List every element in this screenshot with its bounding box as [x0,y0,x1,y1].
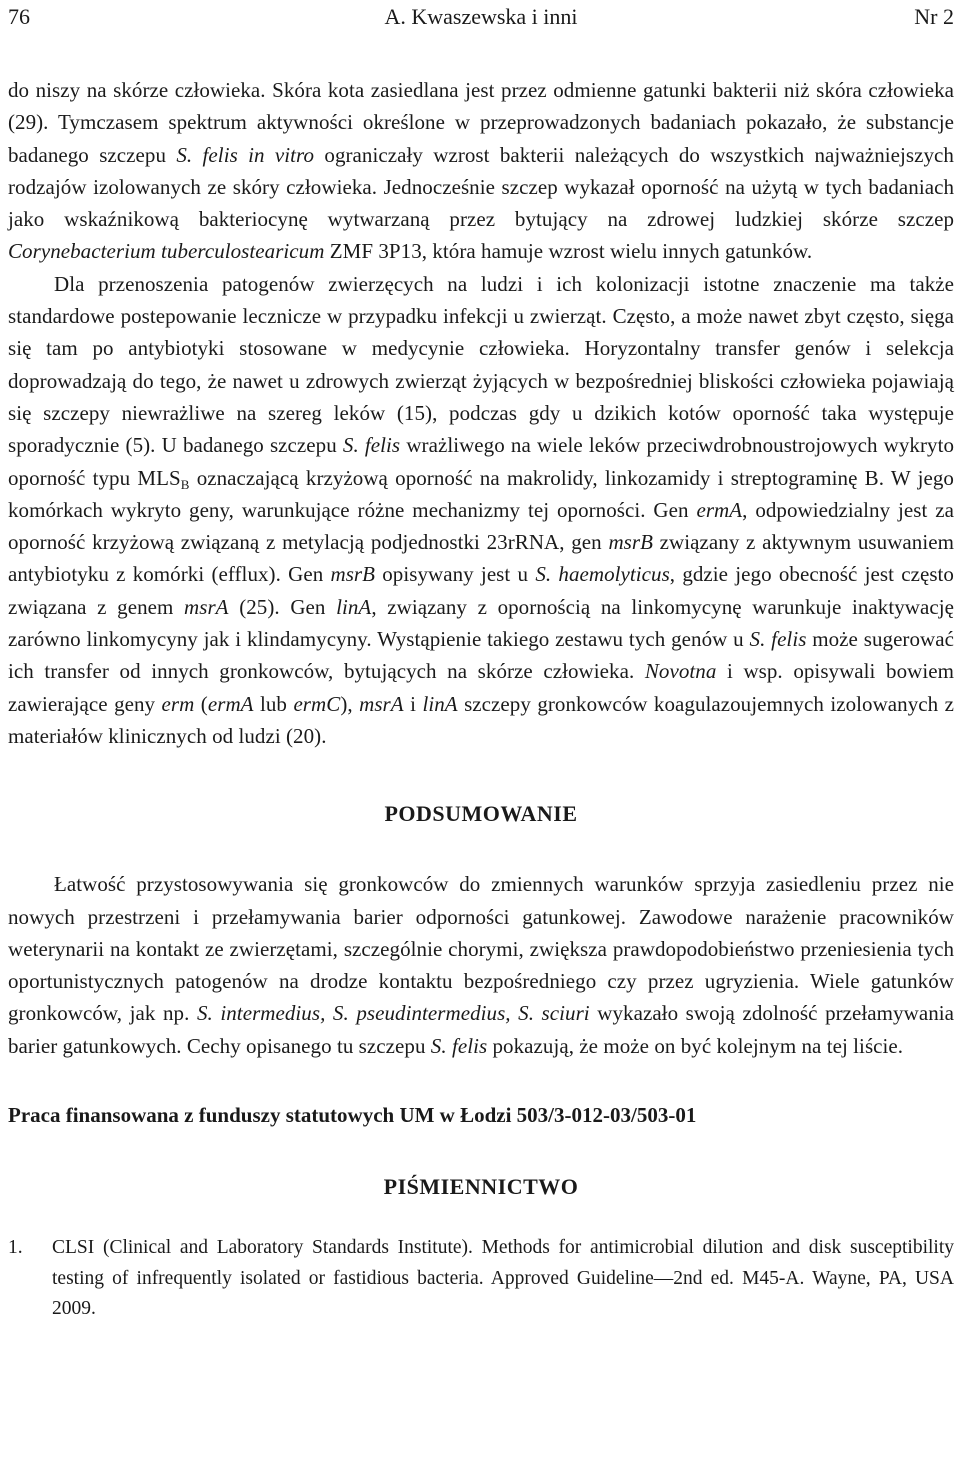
species-name: S. felis [749,627,807,652]
text-run: (25). Gen [228,594,337,619]
species-name: Corynebacterium tuberculostearicum [8,239,325,264]
species-name: S. felis in vitro [176,142,315,167]
paragraph-resistance [8,268,954,752]
text-run: ), [340,691,360,716]
reference-text: CLSI (Clinical and Laboratory Standards Institute). Methods for antimicrobial dilution and disk susceptibility testing of infrequently isolated or fastidious bacteria. Approved Guideline—2nd ed. M45-A. Wayne, PA, USA 2009. [52,1237,954,1320]
text-run: wrażliwego na wiele leków przeciwdrobnoustrojowych wykryto oporność typu MLS [8,433,955,490]
author-name: Novotna [644,659,717,684]
paragraph-summary [8,868,954,1062]
text-run: wykazało swoją zdolność przełamywania barier gatunkowych. Cechy opisanego tu szczepu [8,1001,954,1058]
text-run: szczepy gronkowców koagulazoujemnych izolowanych z materiałów klinicznych od ludzi (20). [8,691,954,748]
text-run: do niszy na skórze człowieka. Skóra kota zasiedlana jest przez odmienne gatunki bakterii niż skóra człowieka (29). Tymczasem spektrum aktywności określone w przeprowadzonych badaniach pokazało, że substancje badanego szczepu [8,78,954,167]
text-run: , gdzie jego obecność jest często związana z genem [8,562,954,619]
species-name: S. haemolyticus [535,562,670,587]
gene-name: linA [336,594,372,619]
text-run: oznaczającą krzyżową oporność na makrolidy, linkozamidy i streptograminę B. W jego komórkach wykryto geny, warunkujące różne mechanizmy tej oporności. Gen [8,465,954,522]
gene-name: ermA [207,691,254,716]
running-head [8,2,954,36]
text-run: Łatwość przystosowywania się gronkowców do zmiennych warunków sprzyja zasiedleniu przez nie nowych przestrzeni i przełamywania barier odporności gatunkowej. Zawodowe narażenie pracowników weterynarii na kontakt ze zwierzętami, szczególnie chorymi, zwiększa prawdopodobieństwo przeniesienia tych oportunistycznych patogenów na drodze kontaktu bezpośredniego czy przez ugryzienia. Wiele gatunków gronkowców, jak np. [8,872,954,1026]
gene-name: msrB [608,530,653,555]
species-name: S. felis [430,1033,488,1058]
text-run: lub [253,691,294,716]
text-run: pokazują, że może on być kolejnym na tej liście. [487,1033,904,1058]
reference-item [8,1233,954,1325]
text-run: , odpowiedzialny jest za oporność krzyżową związaną z metylacją podjednostki 23rRNA, gen [8,497,955,555]
gene-name: msrA [359,691,404,716]
journal-issue: Nr 2 [914,4,954,29]
text-run: ZMF 3P13, która hamuje wzrost wielu innych gatunków. [324,239,813,264]
paragraph-skin-niche [8,74,954,268]
text-run: , związany z opornością na linkomycynę warunkuje inaktywację zarówno linkomycyny jak i klindamycyny. Wystąpienie takiego zestawu tych genów u [8,594,954,652]
section-heading-references: PIŚMIENNICTWO [383,1174,579,1200]
gene-name: linA [422,691,458,716]
gene-name: erm [161,691,195,716]
text-run: i [403,691,423,716]
section-heading-summary: PODSUMOWANIE [384,801,578,827]
text-run: może sugerować ich transfer od innych gronkowców, bytujących na skórze człowieka. [8,627,954,684]
text-run: ( [194,691,208,716]
text-run: Dla przenoszenia patogenów zwierzęcych na ludzi i ich kolonizacji istotne znaczenie ma także standardowe postepowanie lecznicze w przypadku infekcji u zwierząt. Często, a może nawet zbyt często, sięga się tam po antybiotyki stosowane w medycynie człowieka. Horyzontalny transfer genów i selekcja doprowadzają do tego, że nawet u zdrowych zwierząt żyjących w bezpośredniej bliskości człowieka pojawiają się szczepy niewrażliwe na szereg leków (15), podczas gdy u dzikich kotów oporność taka występuje sporadycznie (5). U badanego szczepu [8,271,954,458]
species-name: S. felis [342,433,401,458]
body-text [8,74,954,1325]
text-run: związany z aktywnym usuwaniem antybiotyku z komórki (efflux). Gen [8,530,954,587]
species-name: S. intermedius, S. pseudintermedius, S. sciuri [196,1001,590,1026]
text-run: i wsp. opisywali bowiem zawierające geny [8,659,954,716]
gene-name: ermA [696,497,743,522]
gene-name: msrB [330,562,376,587]
gene-name: ermC [293,691,341,716]
text-run: ograniczały wzrost bakterii należących do wszystkich najważniejszych rodzajów izolowanych ze skóry człowieka. Jednocześnie szczep wykazał oporność na użytą w tych badaniach jako wskaźnikową bakteriocynę wytwarzaną przez bytujący na zdrowej ludzkiej skórze szczep [8,142,954,232]
text-run: opisywany jest u [375,562,536,587]
gene-name: msrA [184,594,229,619]
subscript: B [180,476,190,492]
funding-statement: Praca finansowana z funduszy statutowych UM w Łodzi 503/3-012-03/503-01 [8,1103,697,1128]
page [8,0,954,1325]
reference-number: 1. [8,1237,23,1259]
page-number: 76 [8,4,30,29]
running-head-authors: A. Kwaszewska i inni [384,4,578,29]
